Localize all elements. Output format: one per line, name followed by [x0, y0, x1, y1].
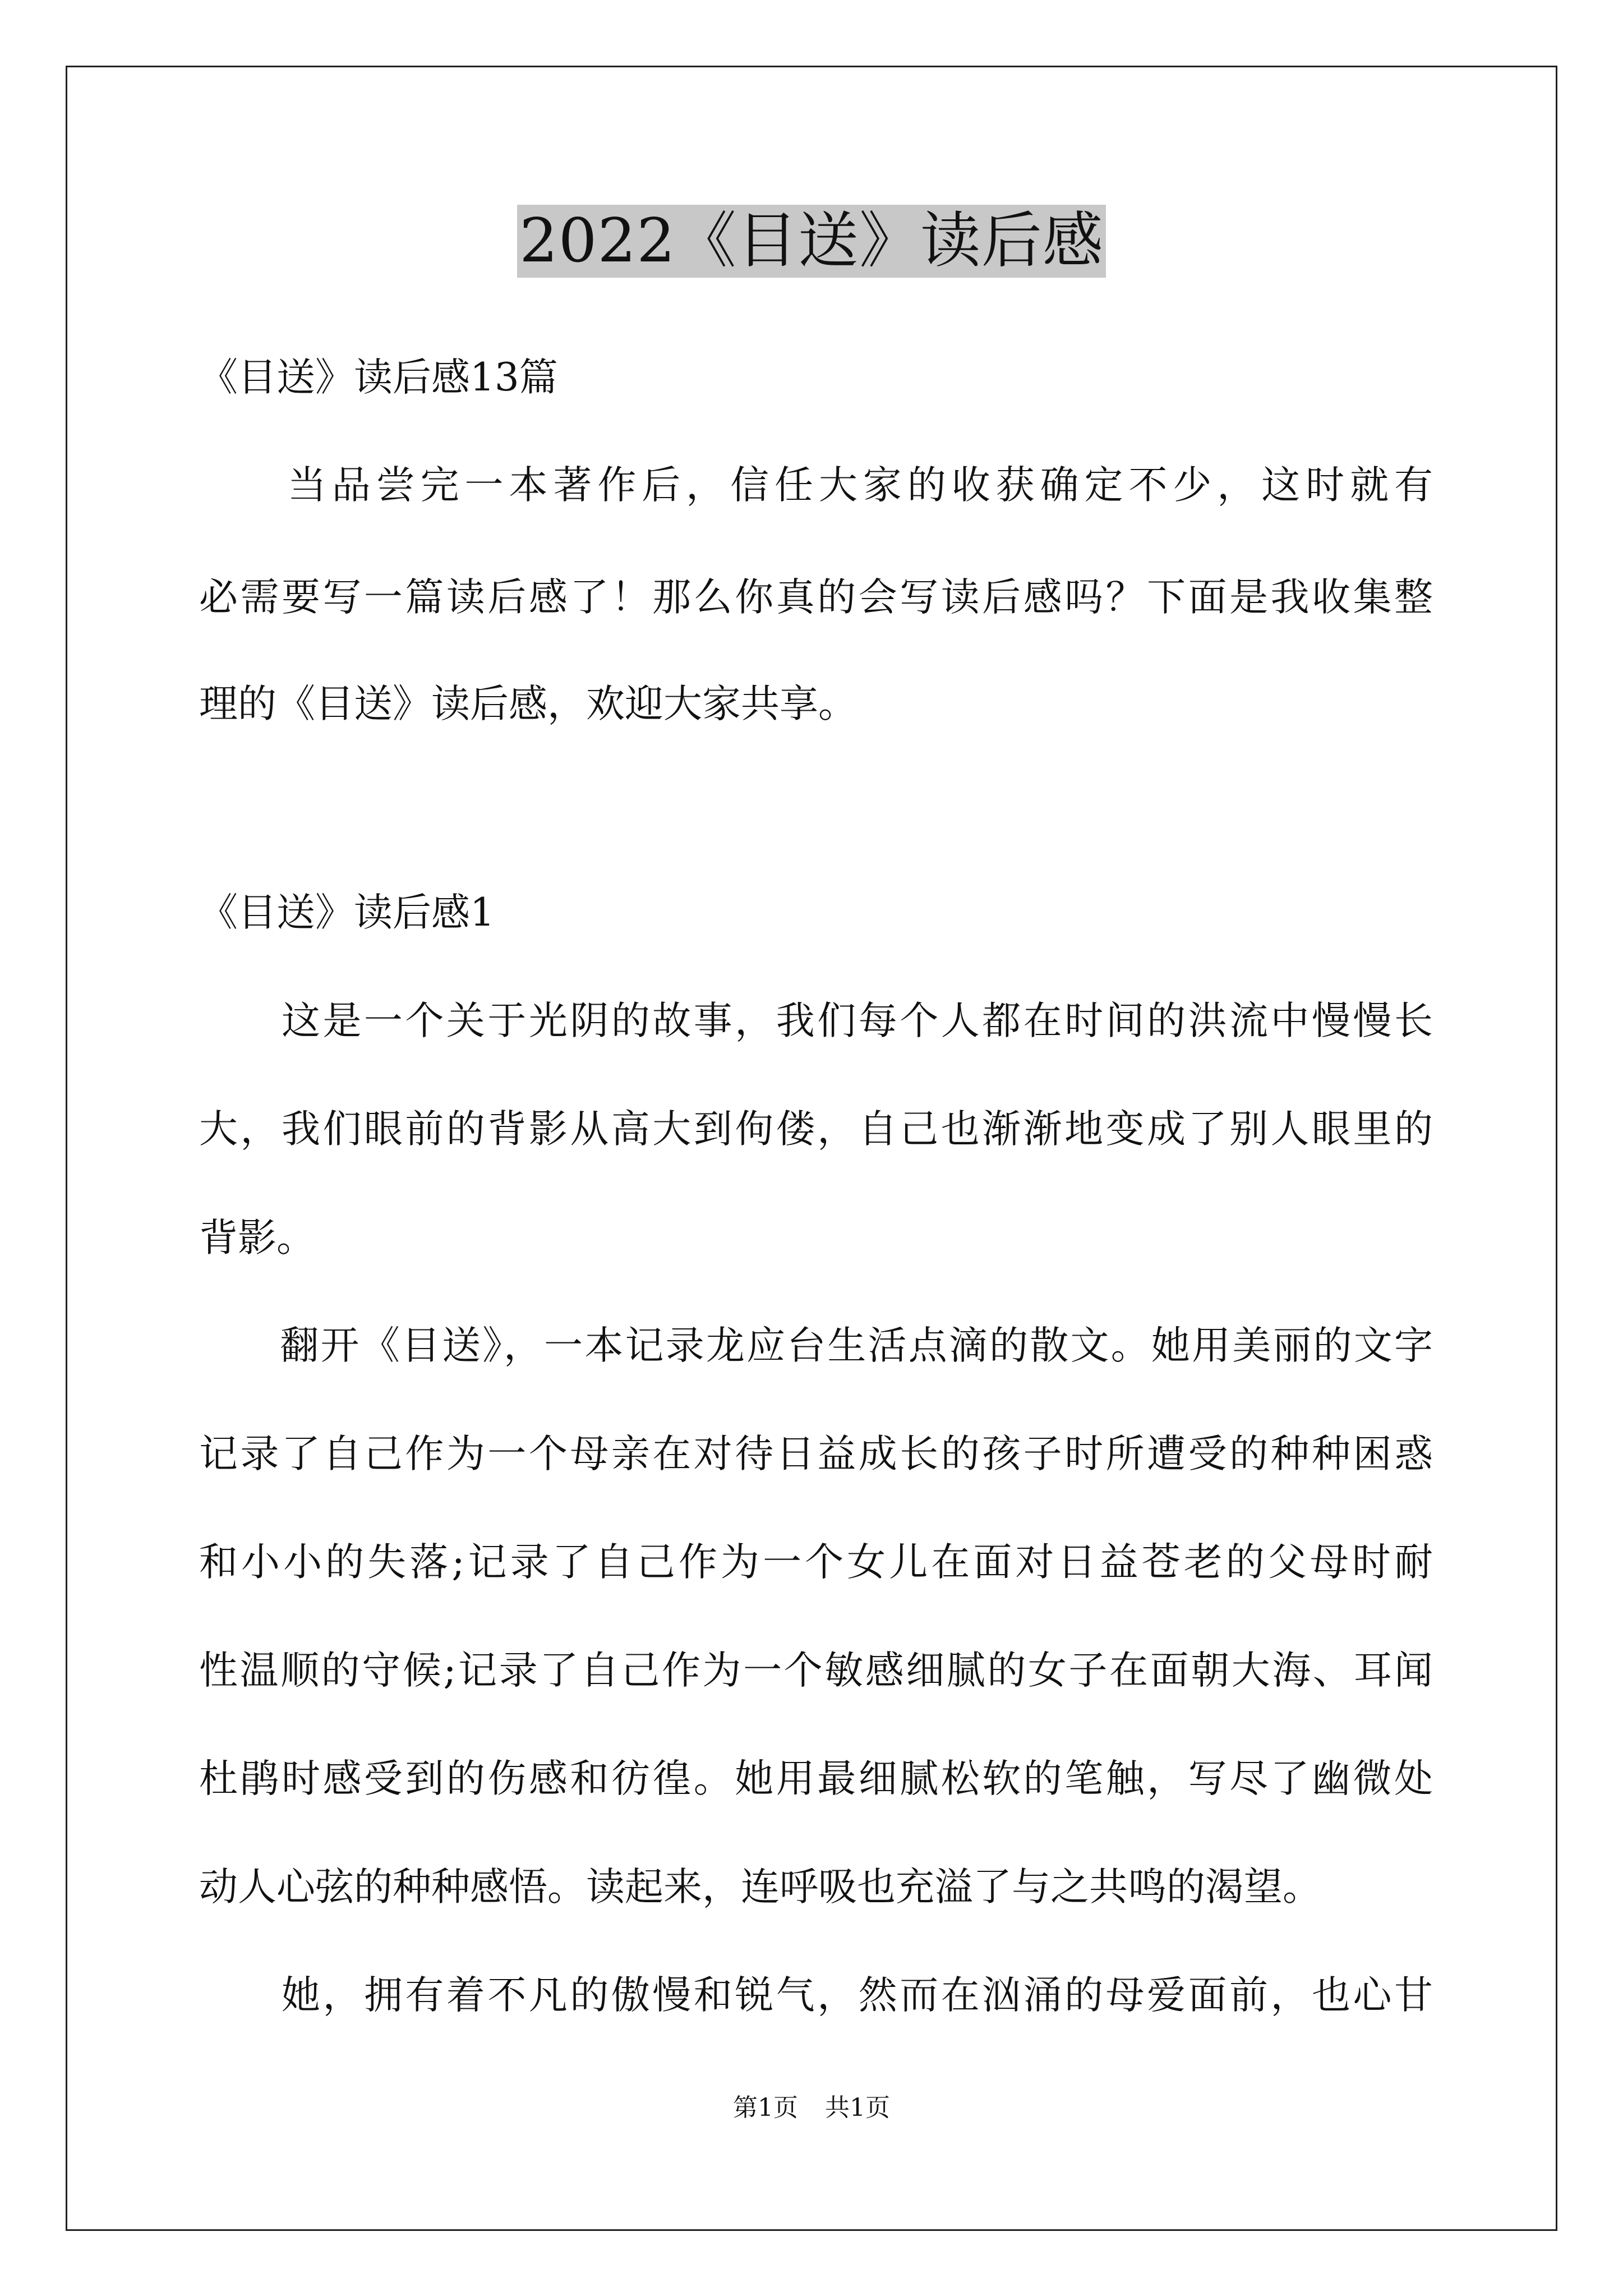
page-footer: [0, 2091, 1623, 2125]
intro-line: 理的《目送》读后感，欢迎大家共享。: [199, 682, 857, 726]
intro-line: 当品尝完一本著作后，信任大家的收获确定不少，这时就有: [199, 463, 1433, 508]
page-total: 共1页: [825, 2093, 890, 2122]
paragraph-line: 大，我们眼前的背影从高大到佝偻，自己也渐渐地变成了别人眼里的: [199, 1107, 1433, 1152]
paragraph-line: 背影。: [199, 1216, 315, 1260]
paragraph-line: 这是一个关于光阴的故事，我们每个人都在时间的洪流中慢慢长: [199, 999, 1433, 1043]
paragraph-line: 记录了自己作为一个母亲在对待日益成长的孩子时所遭受的种种困惑: [199, 1432, 1433, 1476]
paragraph-line: 杜鹃时感受到的伤感和彷徨。她用最细腻松软的笔触，写尽了幽微处: [199, 1756, 1433, 1801]
paragraph-line: 和小小的失落;记录了自己作为一个女儿在面对日益苍老的父母时耐: [199, 1540, 1433, 1585]
page-number: 第1页: [733, 2093, 798, 2122]
intro-line: 必需要写一篇读后感了！那么你真的会写读后感吗？下面是我收集整: [199, 575, 1433, 620]
paragraph-line: 翻开《目送》，一本记录龙应台生活点滴的散文。她用美丽的文字: [199, 1323, 1433, 1368]
document-title: 2022《目送》读后感: [517, 205, 1106, 278]
title-container: [0, 205, 1623, 278]
section-heading: 《目送》读后感1: [199, 890, 495, 935]
paragraph-line: 性温顺的守候;记录了自己作为一个敏感细腻的女子在面朝大海、耳闻: [199, 1648, 1433, 1693]
document-subtitle: 《目送》读后感13篇: [199, 355, 558, 400]
paragraph-line: 她，拥有着不凡的傲慢和锐气，然而在汹涌的母爱面前，也心甘: [199, 1973, 1433, 2018]
paragraph-line: 动人心弦的种种感悟。读起来，连呼吸也充溢了与之共鸣的渴望。: [199, 1865, 1321, 1910]
